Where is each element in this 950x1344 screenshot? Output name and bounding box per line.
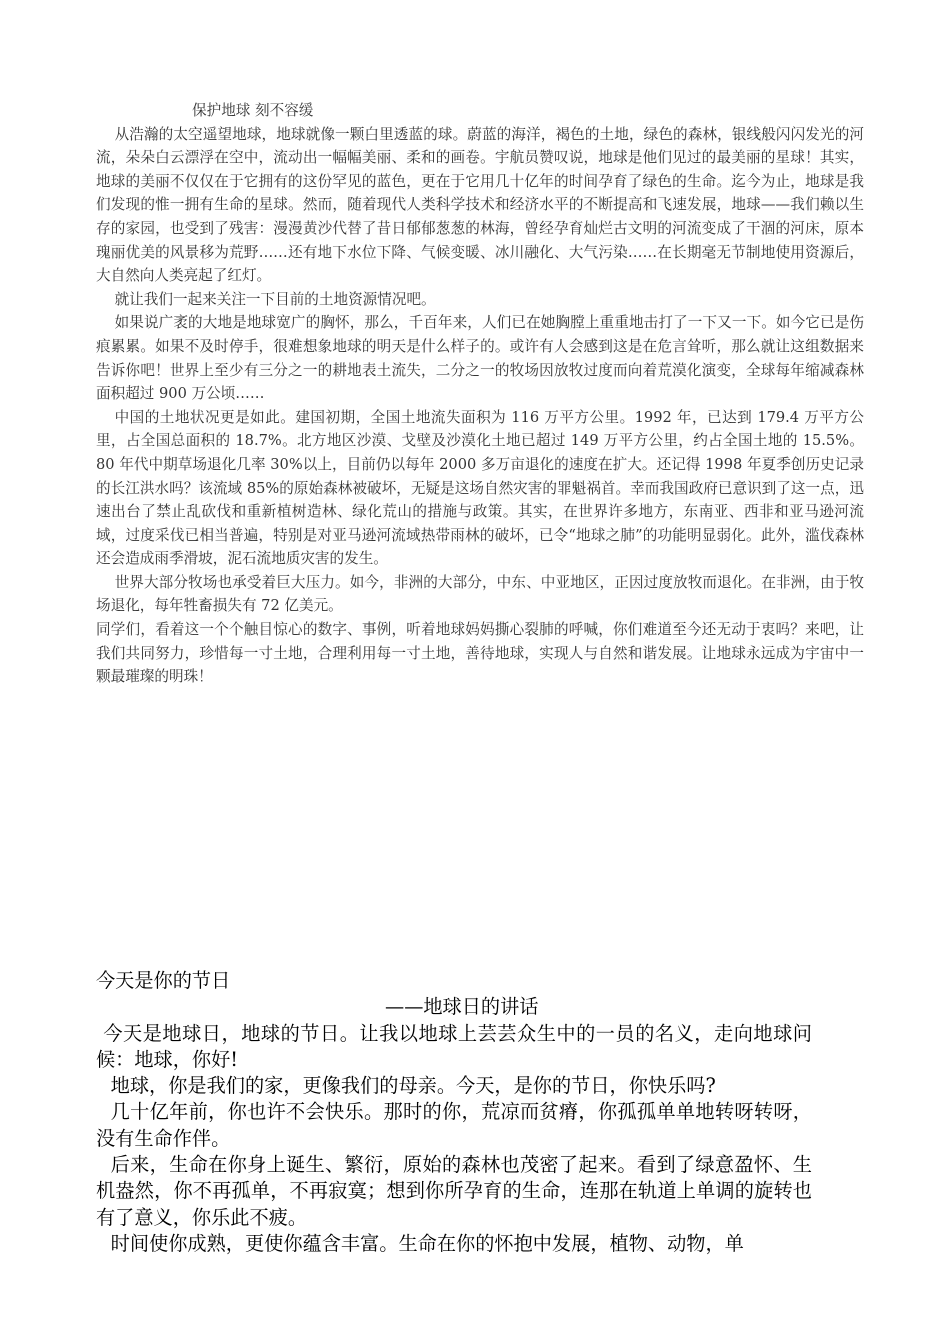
paragraph: 如果说广袤的大地是地球宽广的胸怀，那么，千百年来，人们已在她胸膛上重重地击打了一下又一下。如今它已是伤痕累累。如果不及时停手，很难想象地球的明天是什么样子的。或许有人会感到这是在危言耸听，那么就让这组数据来告诉你吧！世界上至少有三分之一的耕地表土流失，二分之一的牧场因放牧过度而向着荒漠化演变，全球每年缩减森林面积超过 900 万公顷……: [96, 314, 864, 403]
article-title: 保护地球 刻不容缓: [192, 102, 314, 119]
paragraph: 几十亿年前，你也许不会快乐。那时的你，荒凉而贫瘠，你孤孤单单地转呀转呀，没有生命作伴。: [96, 1100, 812, 1150]
paragraph: 后来，生命在你身上诞生、繁衍，原始的森林也茂密了起来。看到了绿意盈怀、生机盎然，你不再孤单，不再寂寞；想到你所孕育的生命，连那在轨道上单调的旋转也有了意义，你乐此不疲。: [96, 1153, 812, 1229]
paragraph: 世界大部分牧场也承受着巨大压力。如今，非洲的大部分，中东、中亚地区，正因过度放牧而退化。在非洲，由于牧场退化，每年牲畜损失有 72 亿美元。: [96, 573, 864, 615]
paragraph: 从浩瀚的太空遥望地球，地球就像一颗白里透蓝的球。蔚蓝的海洋，褐色的土地，绿色的森林，银线般闪闪发光的河流，朵朵白云漂浮在空中，流动出一幅幅美丽、柔和的画卷。宇航员赞叹说，地球是他们见过的最美丽的星球！其实，地球的美丽不仅仅在于它拥有的这份罕见的蓝色，更在于它用几十亿年的时间孕育了绿色的生命。迄今为止，地球是我们发现的惟一拥有生命的星球。然而，随着现代人类科学技术和经济水平的不断提高和飞速发展，地球——我们赖以生存的家园，也受到了残害：漫漫黄沙代替了昔日郁郁葱葱的林海，曾经孕育灿烂古文明的河流变成了干涸的河床，原本瑰丽优美的风景移为荒野……还有地下水位下降、气候变暖、冰川融化、大气污染……在长期毫无节制地使用资源后，大自然向人类亮起了红灯。: [96, 125, 864, 285]
paragraph: 同学们，看着这一个个触目惊心的数字、事例，听着地球妈妈撕心裂肺的呼喊，你们难道至今还无动于衷吗？来吧，让我们共同努力，珍惜每一寸土地，合理利用每一寸土地，善待地球，实现人与自然和谐发展。让地球永远成为宇宙中一颗最璀璨的明珠！: [96, 621, 864, 686]
paragraph: 就让我们一起来关注一下目前的土地资源情况吧。: [114, 290, 436, 308]
article-title: 今天是你的节日: [96, 969, 231, 992]
article-subtitle: ——地球日的讲话: [385, 995, 539, 1019]
article-protect-earth: [96, 99, 864, 689]
paragraph: 时间使你成熟，更使你蕴含丰富。生命在你的怀抱中发展，植物、动物，单: [110, 1231, 744, 1255]
paragraph: 中国的土地状况更是如此。建国初期，全国土地流失面积为 116 万平方公里。1992 年，已达到 179.4 万平方公里，占全国总面积的 18.7%。北方地区沙漠、戈壁及沙漠化土地已超过 149 万平方公里，约占全国土地的 15.5%。80 年代中期草场退化几率 30%以上，目前仍以每年 2000 多万亩退化的速度在扩大。还记得 1998 年夏季创历史记录的长江洪水吗？该流域 85%的原始森林被破坏，无疑是这场自然灾害的罪魁祸首。幸而我国政府已意识到了这一点，迅速出台了禁止乱砍伐和重新植树造林、绿化荒山的措施与政策。其实，在世界许多地方，东南亚、西非和亚马逊河流域，过度采伐已相当普遍，特别是对亚马逊河流域热带雨林的破坏，已令“地球之肺”的功能明显弱化。此外，滥伐森林还会造成雨季滑坡，泥石流地质灾害的发生。: [96, 408, 864, 568]
paragraph: 地球，你是我们的家，更像我们的母亲。今天，是你的节日，你快乐吗?: [110, 1074, 716, 1098]
paragraph: 今天是地球日，地球的节日。让我以地球上芸芸众生中的一员的名义，走向地球问候：地球，你好!: [96, 1021, 812, 1071]
article-earth-day-speech: [96, 968, 812, 1257]
